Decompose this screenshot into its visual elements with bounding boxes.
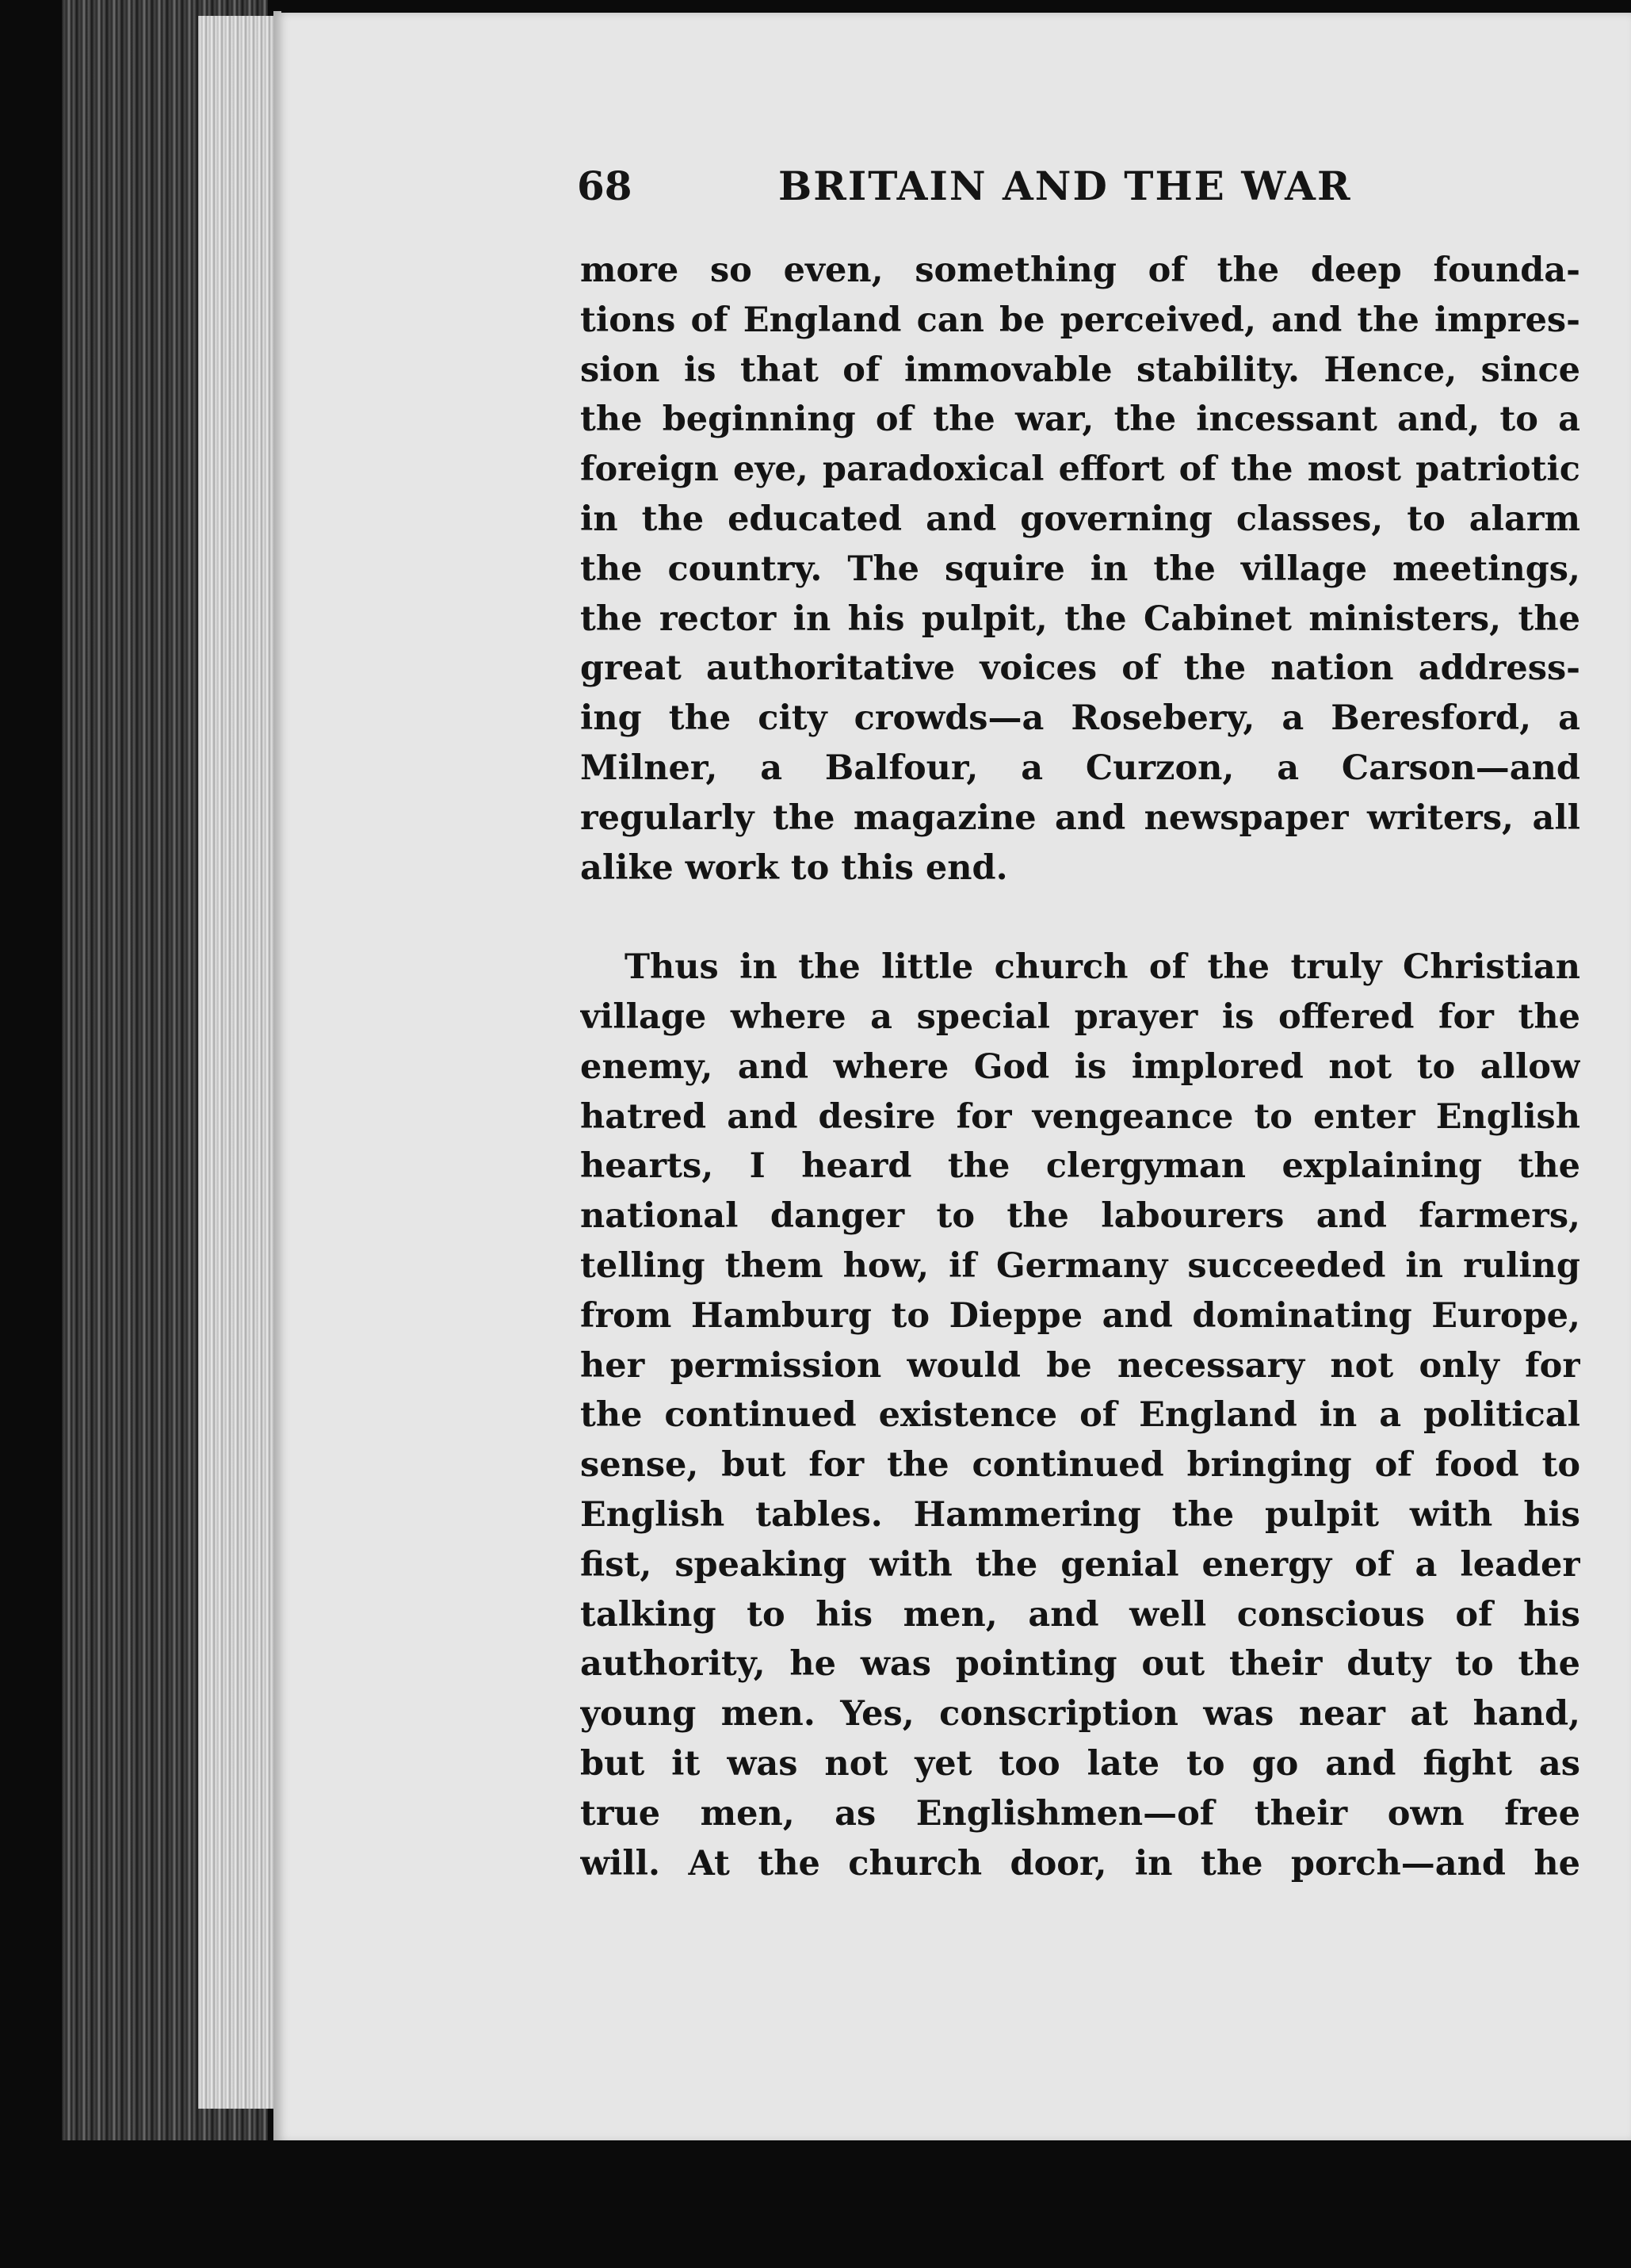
text-line: Thus in the little church of the truly Christian — [625, 947, 1580, 988]
text-line: sense, but for the continued bringing of food to — [580, 1445, 1580, 1486]
text-line: regularly the magazine and newspaper writers, all — [580, 797, 1580, 838]
text-line: alike work to this end. — [580, 847, 1008, 888]
text-line: authority, he was pointing out their duty to the — [580, 1644, 1580, 1685]
text-line: enemy, and where God is implored not to allow — [580, 1046, 1580, 1087]
text-line: from Hamburg to Dieppe and dominating Europe, — [580, 1295, 1580, 1336]
text-line: English tables. Hammering the pulpit with his — [580, 1494, 1580, 1535]
top-shadow — [281, 0, 1631, 13]
text-line: Milner, a Balfour, a Curzon, a Carson—and — [580, 748, 1580, 788]
text-line: tions of England can be perceived, and the impres- — [580, 300, 1580, 340]
text-line: the country. The squire in the village meetings, — [580, 549, 1580, 589]
text-line: but it was not yet too late to go and fight as — [580, 1743, 1580, 1784]
text-line: village where a special prayer is offered for the — [580, 996, 1580, 1037]
page-number: 68 — [577, 163, 632, 209]
text-line: true men, as Englishmen—of their own free — [580, 1793, 1580, 1834]
body-text — [580, 246, 1580, 1888]
book-page-edges-light — [198, 16, 285, 2109]
text-line: fist, speaking with the genial energy of a leader — [580, 1544, 1580, 1585]
text-line: great authoritative voices of the nation address- — [580, 648, 1580, 689]
text-line: foreign eye, paradoxical effort of the most patriotic — [580, 449, 1580, 490]
text-line: more so even, something of the deep founda- — [580, 251, 1580, 290]
text-line: will. At the church door, in the porch—and he — [580, 1843, 1580, 1884]
text-line: telling them how, if Germany succeeded in ruling — [580, 1245, 1580, 1286]
text-line: national danger to the labourers and farmers, — [580, 1196, 1580, 1237]
text-line: ing the city crowds—a Rosebery, a Beresford, a — [580, 698, 1580, 739]
text-line: young men. Yes, conscription was near at hand, — [580, 1694, 1580, 1734]
text-line: her permission would be necessary not only for — [580, 1345, 1580, 1386]
text-line: the continued existence of England in a political — [580, 1395, 1580, 1436]
text-line: hatred and desire for vengeance to enter English — [580, 1096, 1580, 1137]
text-line: the rector in his pulpit, the Cabinet ministers, the — [580, 599, 1580, 639]
text-line: talking to his men, and well conscious of his — [580, 1594, 1580, 1635]
text-line: the beginning of the war, the incessant and, to a — [580, 400, 1580, 440]
text-line: hearts, I heard the clergyman explaining the — [580, 1146, 1580, 1187]
text-line: in the educated and governing classes, to alarm — [580, 499, 1580, 539]
running-head: BRITAIN AND THE WAR — [778, 163, 1352, 209]
text-line: sion is that of immovable stability. Hence, since — [580, 350, 1580, 390]
page-header — [577, 159, 1393, 214]
bottom-shadow — [0, 2140, 1631, 2268]
paragraph-gap — [580, 893, 1580, 943]
